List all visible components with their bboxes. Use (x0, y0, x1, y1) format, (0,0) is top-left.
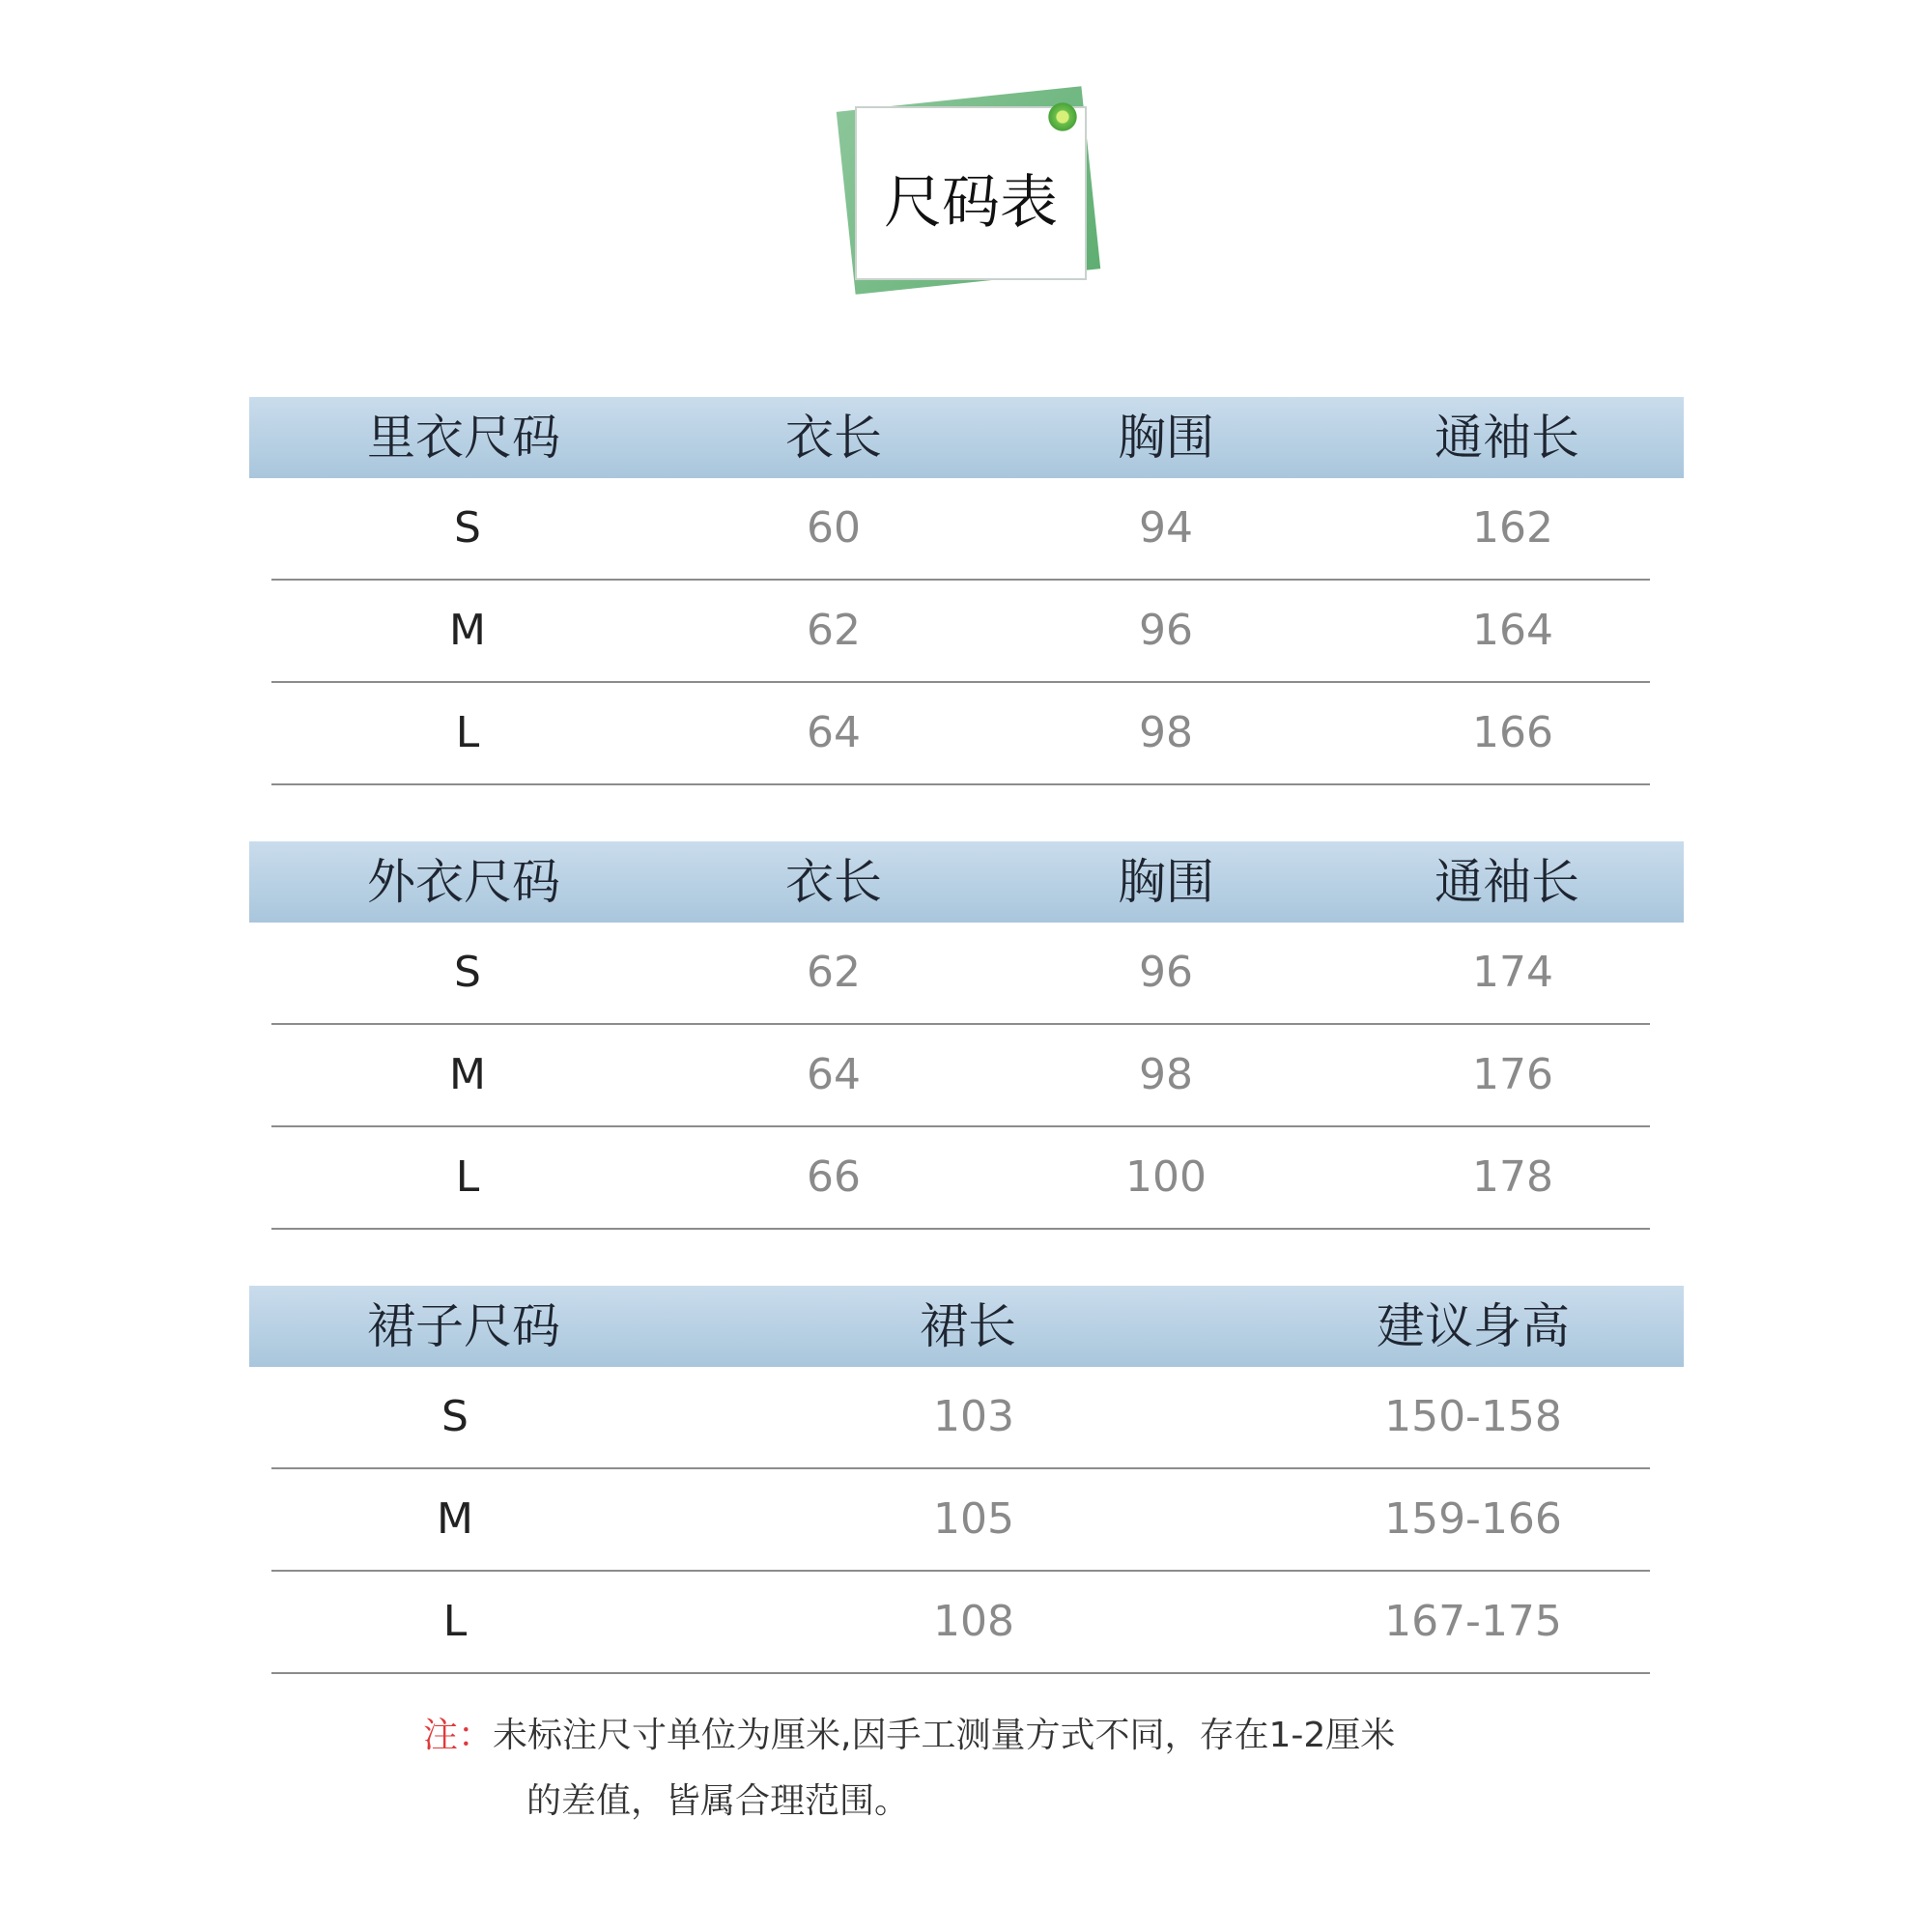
skirt-table-row (271, 1572, 1650, 1674)
measurement-value: 164 (1472, 606, 1553, 655)
column-header: 里衣尺码 (367, 410, 560, 466)
outer-top-table-header (249, 841, 1684, 923)
column-header: 通袖长 (1435, 854, 1579, 910)
column-header: 通袖长 (1435, 410, 1579, 466)
size-label: S (441, 1392, 469, 1441)
title-card (855, 106, 1087, 280)
column-header: 裙长 (920, 1298, 1016, 1354)
inner-top-table-row (271, 683, 1650, 785)
size-label: S (454, 503, 481, 553)
measurement-value: 64 (807, 1050, 861, 1099)
column-header: 裙子尺码 (367, 1298, 560, 1354)
column-header: 外衣尺码 (367, 854, 560, 910)
measurement-value: 96 (1139, 948, 1193, 997)
measurement-value: 94 (1139, 503, 1193, 553)
skirt-table-row (271, 1469, 1650, 1572)
size-label: L (455, 1152, 480, 1202)
note-line-2: 的差值，皆属合理范围。 (526, 1781, 910, 1821)
measurement-value: 166 (1472, 708, 1553, 757)
column-header: 建议身高 (1377, 1298, 1570, 1354)
skirt-table-header (249, 1286, 1684, 1367)
note-line-1 (423, 1708, 1395, 1757)
measurement-value: 96 (1139, 606, 1193, 655)
measurement-value: 176 (1472, 1050, 1553, 1099)
inner-top-table-row (271, 478, 1650, 581)
size-label: M (449, 606, 486, 655)
measurement-value: 98 (1139, 708, 1193, 757)
measurement-value: 60 (807, 503, 861, 553)
size-label: S (454, 948, 481, 997)
note-label: 注： (423, 1716, 494, 1755)
measurement-value: 108 (933, 1597, 1014, 1646)
measurement-value: 103 (933, 1392, 1014, 1441)
measurement-value: 159-166 (1384, 1494, 1562, 1544)
measurement-value: 66 (807, 1152, 861, 1202)
measurement-value: 174 (1472, 948, 1553, 997)
page-title: 尺码表 (884, 169, 1058, 237)
outer-top-table-row (271, 923, 1650, 1025)
skirt-table-row (271, 1367, 1650, 1469)
measurement-value: 98 (1139, 1050, 1193, 1099)
measurement-value: 162 (1472, 503, 1553, 553)
measurement-value: 105 (933, 1494, 1014, 1544)
outer-top-table-row (271, 1127, 1650, 1230)
size-label: M (449, 1050, 486, 1099)
measurement-value: 150-158 (1384, 1392, 1562, 1441)
inner-top-table-header (249, 397, 1684, 478)
measurement-value: 62 (807, 948, 861, 997)
note-text-1: 未标注尺寸单位为厘米,因手工测量方式不同，存在1-2厘米 (493, 1716, 1396, 1755)
outer-top-table-row (271, 1025, 1650, 1127)
flower-icon (1046, 100, 1079, 133)
measurement-value: 64 (807, 708, 861, 757)
measurement-value: 62 (807, 606, 861, 655)
size-label: M (437, 1494, 473, 1544)
measurement-value: 100 (1125, 1152, 1207, 1202)
column-header: 胸围 (1118, 854, 1214, 910)
measurement-value: 167-175 (1384, 1597, 1562, 1646)
size-label: L (455, 708, 480, 757)
column-header: 衣长 (785, 410, 882, 466)
column-header: 衣长 (785, 854, 882, 910)
size-label: L (442, 1597, 468, 1646)
column-header: 胸围 (1118, 410, 1214, 466)
measurement-value: 178 (1472, 1152, 1553, 1202)
card-face (855, 106, 1087, 280)
inner-top-table-row (271, 581, 1650, 683)
